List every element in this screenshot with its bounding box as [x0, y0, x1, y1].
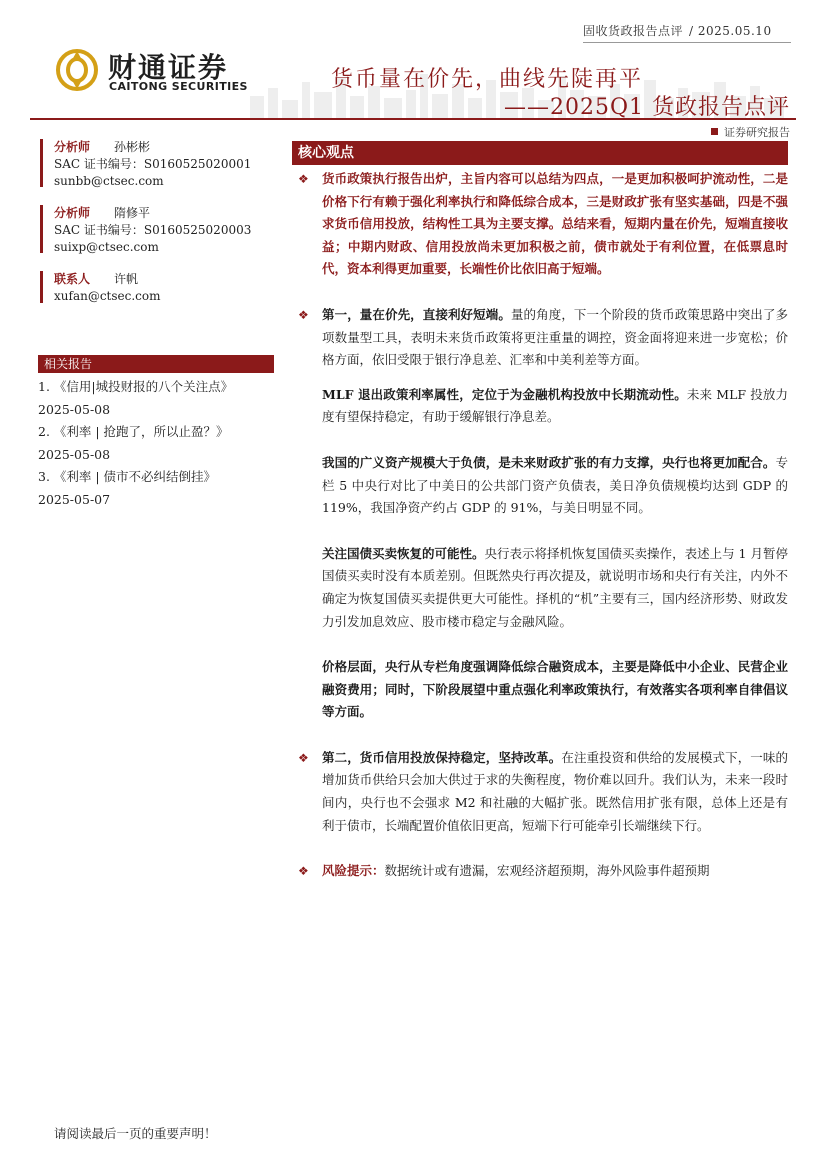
- report-type: [711, 124, 790, 140]
- summary-item: [292, 168, 788, 281]
- report-type-label: 证券研究报告: [724, 126, 790, 139]
- diamond-bullet-icon: ❖: [298, 172, 309, 186]
- related-report-title[interactable]: 1. 《信用|城投财报的八个关注点》: [38, 379, 234, 394]
- contact-name: 许帆: [114, 272, 139, 286]
- header-divider: [583, 42, 791, 43]
- diamond-bullet-icon: ❖: [298, 750, 309, 765]
- price-paragraph: [292, 656, 788, 724]
- bond-trading-paragraph: [292, 543, 788, 633]
- spacer: [292, 281, 788, 304]
- analyst-block-1: [54, 139, 276, 190]
- caitong-logo-icon: [52, 46, 102, 94]
- bond-trading-heading: 关注国债买卖恢复的可能性。: [322, 545, 485, 561]
- mlf-text: 未来 MLF 投放力度有望保持稳定，有助于缓解银行净息差。: [322, 386, 788, 425]
- bond-trading-text: 央行表示将择机恢复国债买卖操作，表述上与 1 月暂停国债买卖时没有本质差别。但既然央行再次提及，就说明市场和央行有关注，内外不确定为恢复国债买卖提供更大可能性。择机的“机”主要有三，国内经济形势、财政发力引发加息效应、股市楼市稳定与金融风险。: [322, 545, 788, 629]
- report-date: / 2025.05.10: [689, 24, 772, 38]
- related-reports-heading: 相关报告: [38, 355, 274, 373]
- logo-english-name: CAITONG SECURITIES: [109, 80, 248, 93]
- point-two-text: 在注重投资和供给的发展模式下，一味的增加货币供给只会加大供过于求的失衡程度，物价难以回升。我们认为，未来一段时间内，央行也不会强求 M2 和社融的大幅扩张。既然信用扩张有限，总体上还是有利于债市，长端配置价值依旧更高，短端下行可能牵引长端继续下行。: [322, 749, 788, 833]
- related-report-date: 2025-05-08: [38, 446, 111, 462]
- company-logo: [52, 46, 252, 94]
- point-two: [292, 747, 788, 837]
- analyst-name: 孙彬彬: [114, 140, 151, 154]
- analyst-block-2: [54, 205, 276, 256]
- core-views-body: [292, 168, 788, 883]
- analyst-cert: SAC 证书编号：S0160525020003: [54, 223, 252, 237]
- report-category: 固收货政报告点评: [583, 24, 684, 38]
- contact-role: 联系人: [54, 272, 91, 286]
- point-one: [292, 304, 788, 372]
- spacer: [292, 429, 788, 452]
- sidebar-rule: [40, 205, 43, 253]
- square-icon: [711, 128, 718, 135]
- spacer: [292, 837, 788, 860]
- fiscal-heading: 我国的广义资产规模大于负债，是未来财政扩张的有力支撑，央行也将更加配合。: [322, 454, 776, 470]
- related-report-title[interactable]: 2. 《利率 | 抢跑了，所以止盈？》: [38, 424, 229, 439]
- point-one-heading: 第一，量在价先，直接利好短端。: [322, 306, 511, 322]
- diamond-bullet-icon: ❖: [298, 307, 309, 322]
- spacer: [292, 372, 788, 384]
- analyst-role: 分析师: [54, 140, 91, 154]
- contact-block: [54, 271, 276, 305]
- related-report-title[interactable]: 3. 《利率 | 债市不必纠结倒挂》: [38, 469, 217, 484]
- price-text: 价格层面，央行从专栏角度强调降低综合融资成本，主要是降低中小企业、民营企业融资费用；同时，下阶段展望中重点强化利率政策执行，有效落实各项利率自律倡议等方面。: [322, 659, 788, 720]
- core-views-heading: 核心观点: [292, 141, 788, 165]
- mlf-paragraph: [292, 384, 788, 429]
- report-title: 货币量在价先，曲线先陡再平: [330, 67, 643, 92]
- related-report-date: 2025-05-07: [38, 491, 111, 507]
- disclaimer-note: 请阅读最后一页的重要声明！: [54, 1126, 217, 1141]
- analyst-email: suixp@ctsec.com: [54, 240, 159, 254]
- header-rule: [30, 118, 796, 120]
- diamond-bullet-icon: ❖: [298, 864, 309, 879]
- fiscal-paragraph: [292, 452, 788, 520]
- related-reports-list: [38, 376, 278, 511]
- point-two-heading: 第二，货币信用投放保持稳定，坚持改革。: [322, 749, 562, 765]
- sidebar-rule: [40, 271, 43, 303]
- sidebar-rule: [40, 139, 43, 187]
- related-report-date: 2025-05-08: [38, 401, 111, 417]
- point-one-text: 量的角度，下一个阶段的货币政策思路中突出了多项数量型工具，表明未来货币政策将更注重量的调控，资金面将迎来进一步宽松；价格方面，依旧受限于银行净息差、汇率和中美利差等方面。: [322, 306, 788, 368]
- spacer: [292, 520, 788, 543]
- spacer: [292, 724, 788, 747]
- logo-chinese-name: 财通证券: [108, 51, 229, 84]
- fiscal-text: 专栏 5 中央行对比了中美日的公共部门资产负债表，美日净负债规模均达到 GDP 的 119%，我国净资产约占 GDP 的 91%，与美日明显不同。: [322, 454, 788, 516]
- risk-item: [292, 860, 788, 883]
- analyst-role: 分析师: [54, 206, 91, 220]
- report-subtitle: ——2025Q1 货政报告点评: [503, 95, 790, 120]
- risk-text: 数据统计或有遗漏，宏观经济超预期，海外风险事件超预期: [384, 863, 710, 879]
- analyst-email: sunbb@ctsec.com: [54, 174, 164, 188]
- analyst-cert: SAC 证书编号：S0160525020001: [54, 157, 252, 171]
- spacer: [292, 633, 788, 656]
- summary-text: 货币政策执行报告出炉，主旨内容可以总结为四点，一是更加积极呵护流动性，二是价格下行有赖于强化利率执行和降低综合成本，三是财政扩张有坚实基础，四是不强求货币信用投放，结构性工具为主要支撑。总结来看，短期内量在价先，短端直接收益；中期内财政、信用投放尚未更加积极之前，债市就处于有利位置，在低票息时代，资本利得更加重要，长端性价比依旧高于短端。: [322, 171, 788, 277]
- contact-email: xufan@ctsec.com: [54, 289, 161, 303]
- mlf-heading: MLF 退出政策利率属性，定位于为金融机构投放中长期流动性。: [322, 386, 687, 402]
- header-meta: [583, 22, 778, 39]
- risk-heading: 风险提示：: [322, 863, 385, 879]
- analyst-name: 隋修平: [114, 206, 151, 220]
